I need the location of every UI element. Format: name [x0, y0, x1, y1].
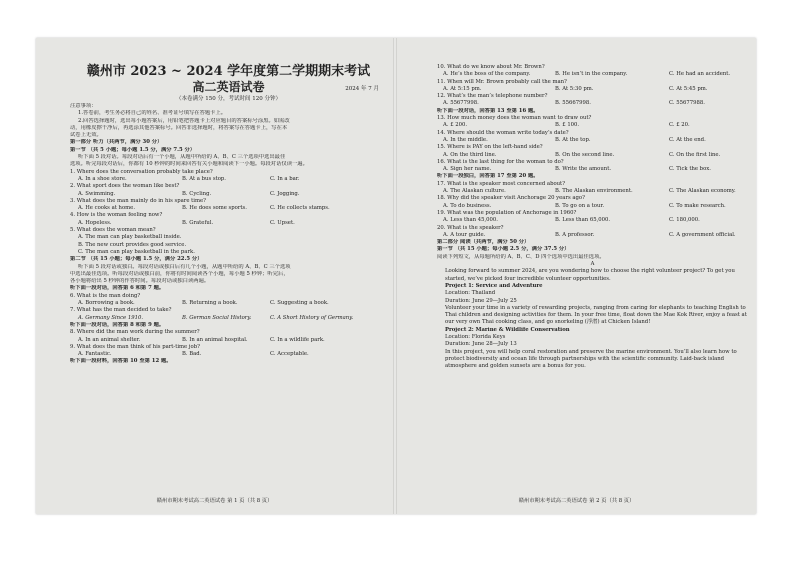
question-17-options — [437, 188, 748, 195]
question-4-options — [70, 220, 387, 227]
question-19-options — [437, 217, 748, 224]
instruction-2: 2.回答选择题时，选出每小题答案后，用铅笔把答题卡上对应题目的答案标号涂黑。如需改 — [78, 117, 290, 124]
option-b: B. In an animal hospital. — [182, 336, 248, 343]
question-2-options — [70, 191, 387, 198]
project-2-location: Location: Florida Keys — [445, 333, 506, 340]
option-a: A. A tour guide. — [443, 231, 486, 238]
project-2-title: Project 2: Marine & Wildlife Conservation — [445, 326, 570, 333]
option-c: C. A government official. — [669, 231, 736, 238]
option-c: C. 180,000. — [669, 217, 700, 224]
option-a: A. Sign her name. — [443, 166, 492, 173]
question-3: 3. What does the man mainly do in his spare time? — [70, 197, 206, 204]
question-12-options — [437, 100, 748, 107]
option-c: C. To make research. — [669, 202, 726, 209]
part-1-heading: 第一部分 听力（共两节，满分 30 分） — [70, 139, 163, 146]
instruction-1: 1.答卷前，考生务必将自己的姓名、准考证号填写在答题卡上。 — [78, 110, 227, 117]
question-5-option-c: C. The man can play basketball in the park. — [78, 248, 195, 255]
question-13-options — [437, 122, 748, 129]
option-c: C. Upset. — [270, 219, 295, 226]
project-2-text: In this project, you will help coral restoration and preserve the marine environment. You’ll also learn how to protect biodiversity and ocean life through partnerships with the scientific community. Laid-back island atmosphere and golden sunsets are a bonus for you. — [445, 348, 737, 370]
question-18: 18. Why did the speaker visit Anchorage 20 years ago? — [437, 195, 585, 202]
option-c: C. He collects stamps. — [270, 205, 330, 212]
option-a: A. At 5:15 pm. — [443, 85, 482, 92]
option-c: C. He had an accident. — [669, 71, 731, 78]
listen-instruction-8-9: 听下面一段对话，回答第 8 和第 9 题。 — [70, 321, 165, 328]
option-b: B. Cycling. — [182, 190, 212, 197]
section-1-heading: 第一节 （共 5 小题；每小题 1.5 分，满分 7.5 分） — [70, 146, 196, 153]
section-1-directions-cont: 选项。听完每段对话后，你都有 10 秒钟的时间来回答有关小题和阅读下一小题。每段对话仅读一遍。 — [70, 161, 308, 168]
exam-note: （本卷满分 150 分，考试时间 120 分钟） — [176, 96, 281, 102]
question-3-options — [70, 205, 387, 212]
question-4: 4. How is the woman feeling now? — [70, 212, 163, 219]
question-10-options — [437, 71, 748, 78]
page-1-footer: 赣州市期末考试高二英语试卷 第 1 页（共 8 页） — [156, 498, 273, 504]
option-b: B. 55667998. — [555, 100, 591, 107]
passage-label: A — [590, 261, 595, 268]
instructions-heading: 注意事项： — [70, 103, 97, 109]
option-b: B. At the top. — [555, 136, 591, 143]
option-a: A. 55677998. — [443, 100, 479, 107]
question-1: 1. Where does the conversation probably take place? — [70, 168, 213, 175]
option-a: A. Fantastic. — [78, 351, 112, 358]
instruction-2-cont: 动，用橡皮擦干净后，再选涂其他答案标号。回答非选择题时，将答案写在答题卡上，写在本 — [70, 124, 288, 131]
option-a: A. Germany Since 1910. — [78, 314, 144, 321]
question-5-option-a: A. The man can play basketball inside. — [78, 234, 182, 241]
question-10: 10. What do we know about Mr. Brown? — [437, 64, 545, 70]
option-c: C. In a wildlife park. — [270, 336, 325, 343]
exam-title: 赣州市 2023 ~ 2024 学年度第二学期期末考试 — [86, 64, 371, 79]
exam-subtitle — [70, 80, 387, 95]
page-1 — [36, 38, 393, 514]
option-a: A. The Alaskan culture. — [443, 188, 506, 195]
listen-instruction-13-16: 听下面一段对话，回答第 13 至第 16 题。 — [437, 107, 539, 114]
option-a: A. Borrowing a book. — [78, 300, 135, 307]
question-7-options — [70, 315, 387, 322]
question-17: 17. What is the speaker most concerned about? — [437, 180, 566, 187]
part-2-heading: 第二部分 阅读（共两节，满分 50 分） — [437, 239, 530, 246]
option-a: A. He’s the boss of the company. — [443, 71, 531, 78]
question-18-options — [437, 203, 748, 210]
section-2-directions-end: 各小题将给出 5 秒钟的作答时间。每段对话或独白读两遍。 — [70, 278, 210, 285]
option-b: B. He does some sports. — [182, 205, 247, 212]
listen-instruction-6-7: 听下面一段对话，回答第 6 和第 7 题。 — [70, 285, 165, 292]
option-a: A. Swimming. — [78, 190, 116, 197]
page-2 — [397, 38, 756, 514]
question-2: 2. What sport does the woman like best? — [70, 183, 180, 190]
question-15: 15. Where is PAY on the left-hand side? — [437, 144, 543, 151]
page-2-footer: 赣州市期末考试高二英语试卷 第 2 页（共 8 页） — [518, 498, 635, 504]
question-16: 16. What is the last thing for the woman to do? — [437, 158, 564, 165]
option-a: A. To do business. — [443, 202, 492, 209]
question-20: 20. What is the speaker? — [437, 224, 504, 231]
option-c: C. In a bar. — [270, 175, 300, 182]
section-2-directions: 听下面 5 段对话或独白。每段对话或独白后有几个小题，从题中所给的 A、B、C 三个选项 — [78, 263, 291, 270]
subtitle-text: 高二英语试卷 — [192, 80, 265, 94]
option-b: B. To go on a tour. — [555, 202, 605, 209]
question-14-options — [437, 137, 748, 144]
question-20-options — [437, 232, 748, 239]
option-c: C. Suggesting a book. — [270, 300, 329, 307]
option-a: A. On the third line. — [443, 151, 497, 158]
option-a: A. Less than 45,000. — [443, 217, 498, 224]
question-12: 12. What’s the man’s telephone number? — [437, 93, 548, 100]
project-1-title: Project 1: Service and Adventure — [445, 282, 543, 289]
instruction-2-end: 试卷上无效。 — [70, 132, 102, 139]
question-14: 14. Where should the woman write today’s date? — [437, 129, 569, 136]
option-b: B. At 5:30 pm. — [555, 85, 594, 92]
option-c: C. A Short History of Germany. — [270, 314, 354, 321]
question-8: 8. Where did the man work during the summer? — [70, 329, 200, 336]
option-c: C. 55677988. — [669, 100, 705, 107]
option-a: A. Hopeless. — [78, 219, 112, 226]
option-b: B. On the second line. — [555, 151, 615, 158]
question-1-options — [70, 176, 387, 183]
project-2-duration: Duration: June 28—July 13 — [445, 341, 517, 348]
reading-directions: 阅读下列短文，从每题所给的 A、B、C、D 四个选项中选出最佳选项。 — [437, 253, 605, 260]
question-7: 7. What has the man decided to take? — [70, 307, 172, 314]
option-b: B. Write the amount. — [555, 166, 612, 173]
option-b: B. Grateful. — [182, 219, 214, 226]
question-9: 9. What does the man think of his part-time job? — [70, 343, 200, 350]
question-8-options — [70, 337, 387, 344]
question-11-options — [437, 86, 748, 93]
question-5: 5. What does the woman mean? — [70, 227, 156, 234]
option-a: A. In the middle. — [443, 136, 488, 143]
question-11: 11. When will Mr. Brown probably call the man? — [437, 78, 567, 85]
listen-instruction-10-12: 听下面一段材料，回答第 10 至第 12 题。 — [70, 358, 172, 365]
option-a: A. In an animal shelter. — [78, 336, 141, 343]
project-1-duration: Duration: June 29—July 25 — [445, 297, 517, 304]
option-b: B. At a bus stop. — [182, 175, 226, 182]
section-2-heading: 第二节 （共 15 小题；每小题 1.5 分，满分 22.5 分） — [70, 256, 203, 263]
section-1-directions: 听下面 5 段对话。每段对话后有一个小题，从题中所给的 A、B、C 三个选项中选出最佳 — [78, 154, 286, 161]
option-c: C. Jogging. — [270, 190, 300, 197]
listen-instruction-17-20: 听下面一段独白，回答第 17 至第 20 题。 — [437, 173, 539, 180]
question-9-options — [70, 351, 387, 358]
option-c: C. At the end. — [669, 136, 706, 143]
question-6-options — [70, 300, 387, 307]
option-b: B. £ 100. — [555, 122, 580, 129]
option-c: C. £ 20. — [669, 122, 690, 129]
option-b: B. The Alaskan environment. — [555, 188, 633, 195]
exam-sheet — [36, 38, 756, 514]
option-b: B. Less than 65,000. — [555, 217, 611, 224]
question-15-options — [437, 152, 748, 159]
question-5-option-b: B. The new court provides good service. — [78, 241, 187, 248]
option-c: C. Tick the box. — [669, 166, 711, 173]
question-19: 19. What was the population of Anchorage in 1960? — [437, 209, 577, 216]
option-a: A. In a shoe store. — [78, 175, 127, 182]
question-16-options — [437, 166, 748, 173]
option-c: C. Acceptable. — [270, 351, 309, 358]
passage-intro: Looking forward to summer 2024, are you wondering how to choose the right volunteer project? To get you started, we’ve picked four incredible volunteer opportunities. — [445, 268, 735, 282]
section-2-directions-cont: 中选出最佳选项。听每段对话或独白前，你将有时间阅读各个小题，每小题 5 秒钟；听完后， — [70, 270, 289, 277]
option-a: A. He cooks at home. — [78, 205, 135, 212]
option-b: B. German Social History. — [182, 314, 252, 321]
option-b: B. Bad. — [182, 351, 202, 358]
option-c: C. The Alaskan economy. — [669, 188, 736, 195]
exam-date: 2024 年 7 月 — [345, 86, 379, 92]
option-a: A. £ 200. — [443, 122, 468, 129]
option-b: B. He isn’t in the company. — [555, 71, 628, 78]
option-b: B. A professor. — [555, 231, 595, 238]
question-13: 13. How much money does the woman want to draw out? — [437, 115, 592, 122]
reading-section-1-heading: 第一节 （共 15 小题；每小题 2.5 分，满分 37.5 分） — [437, 246, 570, 253]
question-6: 6. What is the man doing? — [70, 292, 141, 299]
option-c: C. On the first line. — [669, 151, 721, 158]
project-1-location: Location: Thailand — [445, 290, 496, 297]
project-1-text: Volunteer your time in a variety of rewarding projects, ranging from caring for elephants to teaching English to Thai children and designing activities for them. In your free time, float down the Mae Kok River, enjoy a feast at our very own Thai cooking class, and go snorkeling (浮潜) at Chicken Island! — [445, 304, 747, 326]
option-c: C. At 5:45 pm. — [669, 85, 708, 92]
option-b: B. Returning a book. — [182, 300, 238, 307]
